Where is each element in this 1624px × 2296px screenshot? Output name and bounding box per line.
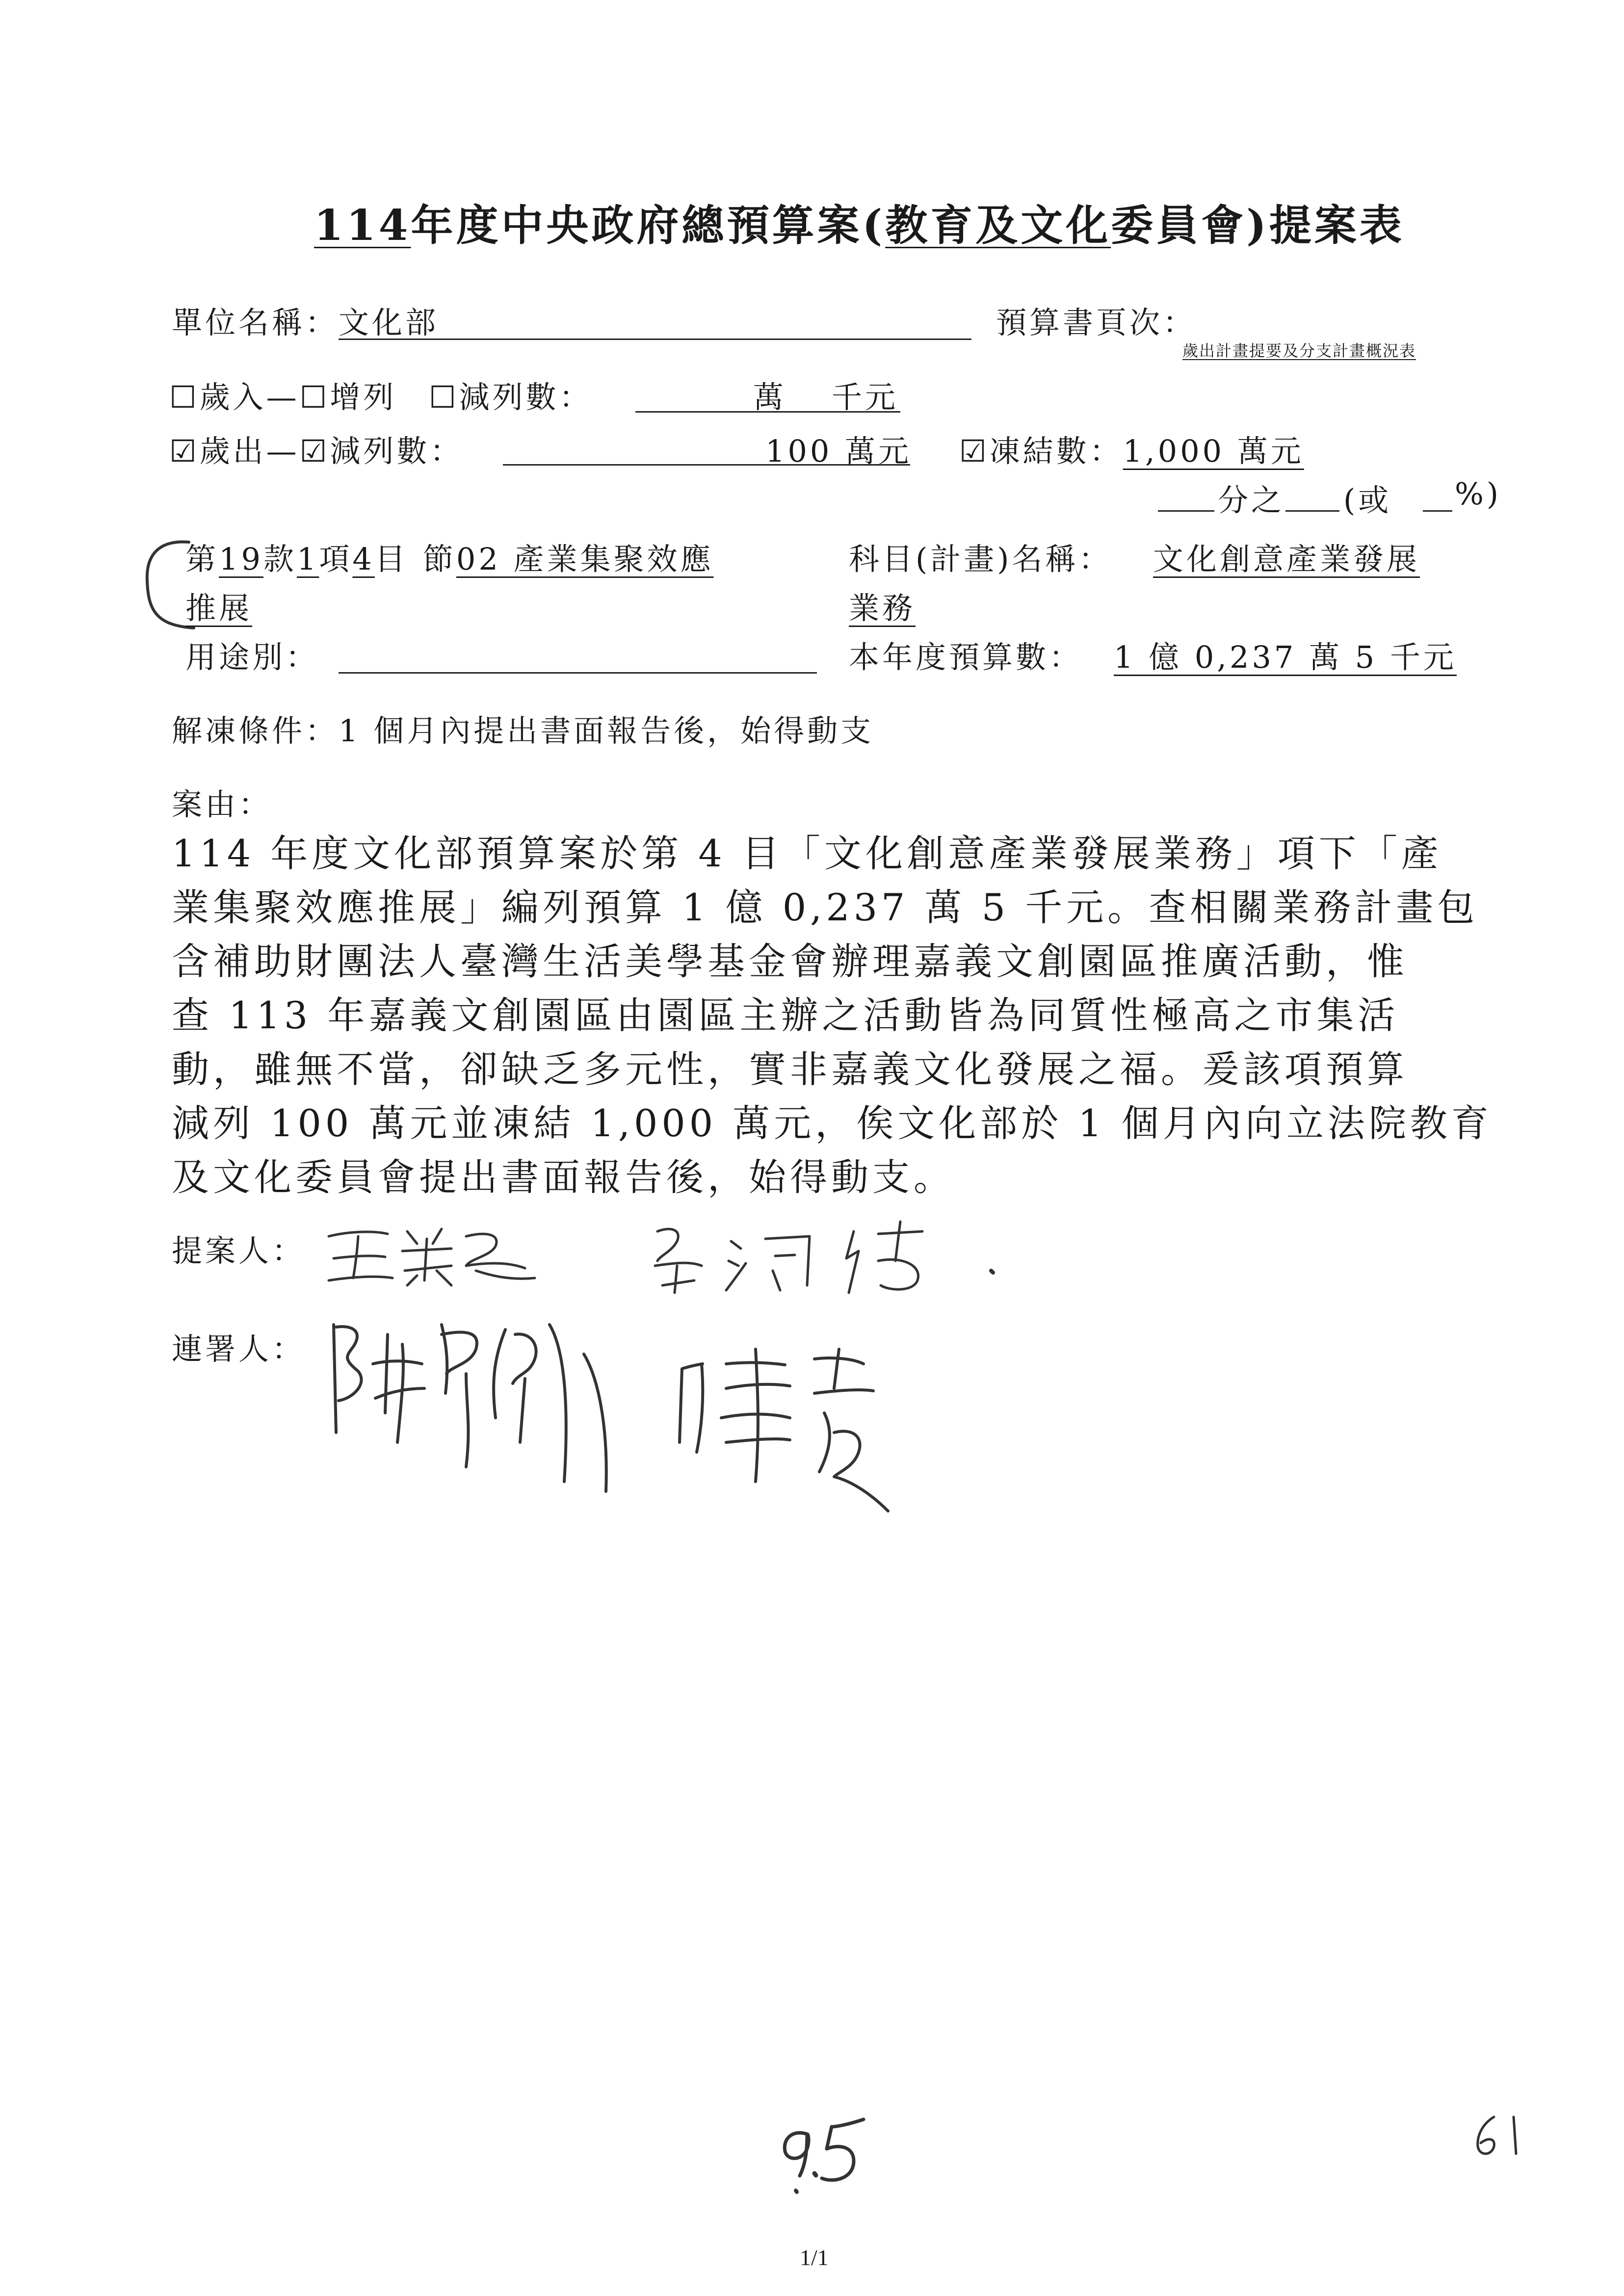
increase-label: 增列 xyxy=(330,379,397,415)
revenue-unit-qian: 千元 xyxy=(832,379,899,415)
cut-amount-underline xyxy=(503,464,910,466)
revenue-decrease-checkbox[interactable]: ☐ xyxy=(428,379,459,415)
reason-line-1: 114 年度文化部預算案於第 4 目「文化創意產業發展業務」項下「產 xyxy=(172,832,1442,875)
handwritten-corner-number xyxy=(1467,2110,1531,2164)
subject-value-1: 文化創意產業發展 xyxy=(1153,541,1420,577)
revenue-unit-wan: 萬 xyxy=(753,379,787,415)
usage-label: 用途別： xyxy=(185,639,319,675)
revenue-checkbox[interactable]: ☐ xyxy=(169,379,200,415)
reason-line-3: 含補助財團法人臺灣生活美學基金會辦理嘉義文創園區推廣活動，惟 xyxy=(172,939,1408,983)
revenue-decrease-label: 減列數： xyxy=(459,379,593,415)
cosigner-signature-2 xyxy=(667,1334,913,1521)
page-ref-label: 預算書頁次： xyxy=(996,305,1197,340)
reason-line-4: 查 113 年嘉義文創園區由園區主辦之活動皆為同質性極高之市集活 xyxy=(172,993,1399,1037)
footer-page: 1/1 xyxy=(800,2245,829,2270)
proposer-signature-1 xyxy=(319,1217,545,1290)
unit-label: 單位名稱： xyxy=(172,305,339,340)
fraction-blank-1 xyxy=(1158,510,1214,512)
usage-underline xyxy=(339,672,817,674)
reason-line-5: 動，雖無不當，卻缺乏多元性，實非嘉義文化發展之福。爰該項預算 xyxy=(172,1047,1408,1091)
expenditure-label: 歲出— xyxy=(199,433,300,469)
freeze-label: 凍結數： xyxy=(989,433,1123,469)
cut-amount: 100 萬元 xyxy=(765,433,912,469)
account-jie-label: 節 xyxy=(422,541,456,577)
account-line-2: 推展 xyxy=(185,590,253,626)
account-xiang: 1 xyxy=(296,541,319,577)
cosigner-signature-1 xyxy=(319,1305,623,1501)
fraction-close: %) xyxy=(1455,476,1502,512)
revenue-amount-underline xyxy=(635,411,900,413)
reason-line-6: 減列 100 萬元並凍結 1,000 萬元，俟文化部於 1 個月內向立法院教育 xyxy=(172,1101,1493,1145)
expenditure-checkbox[interactable]: ☑ xyxy=(169,433,200,469)
expenditure-decrease-label: 減列數： xyxy=(330,433,464,469)
increase-checkbox[interactable]: ☐ xyxy=(299,379,330,415)
expenditure-row xyxy=(169,427,463,470)
fraction-middle: 分之 xyxy=(1218,482,1285,518)
expenditure-decrease-checkbox[interactable]: ☑ xyxy=(299,433,330,469)
unit-underline xyxy=(339,339,971,340)
subject-value-2: 業務 xyxy=(849,590,916,626)
fraction-blank-2 xyxy=(1285,510,1339,512)
account-kuan: 19 xyxy=(219,541,263,577)
revenue-row xyxy=(169,373,593,417)
account-mu: 4 xyxy=(352,541,375,577)
account-jie: 02 產業集聚效應 xyxy=(456,541,714,577)
cosigner-label: 連署人： xyxy=(172,1331,306,1367)
reason-label: 案由： xyxy=(172,786,272,822)
account-kuan-label: 款 xyxy=(263,541,297,577)
budget-value: 1 億 0,237 萬 5 千元 xyxy=(1114,639,1457,675)
title-committee: 教育及文化 xyxy=(885,201,1111,250)
account-line-1 xyxy=(185,535,714,578)
unfreeze-condition: 解凍條件：1 個月內提出書面報告後，始得動支 xyxy=(172,713,874,749)
proposer-signature-2 xyxy=(648,1212,1021,1300)
reason-line-2: 業集聚效應推展」編列預算 1 億 0,237 萬 5 千元。查相關業務計畫包 xyxy=(172,886,1479,929)
handwritten-page-number xyxy=(765,2105,883,2208)
account-xiang-label: 項 xyxy=(319,541,353,577)
account-mu-label: 目 xyxy=(374,541,408,577)
fraction-open: (或 xyxy=(1343,482,1392,518)
revenue-label: 歲入— xyxy=(199,379,300,415)
fraction-blank-3 xyxy=(1423,510,1452,512)
title-year: 114 xyxy=(314,201,411,250)
unit-value: 文化部 xyxy=(339,305,439,340)
title-after-committee: 委員會)提案表 xyxy=(1111,201,1405,250)
account-prefix: 第 xyxy=(185,541,219,577)
reason-line-7: 及文化委員會提出書面報告後，始得動支。 xyxy=(172,1155,955,1199)
freeze-checkbox[interactable]: ☑ xyxy=(959,433,990,469)
freeze-value: 1,000 萬元 xyxy=(1123,433,1304,469)
budget-label: 本年度預算數： xyxy=(849,639,1083,675)
proposer-label: 提案人： xyxy=(172,1233,306,1269)
freeze-group xyxy=(959,427,1304,470)
page-ref-note: 歲出計畫提要及分支計畫概況表 xyxy=(1182,341,1416,360)
subject-label: 科目(計畫)名稱： xyxy=(849,541,1112,577)
title-before-committee: 年度中央政府總預算案( xyxy=(411,201,886,250)
document-title xyxy=(314,191,1405,252)
